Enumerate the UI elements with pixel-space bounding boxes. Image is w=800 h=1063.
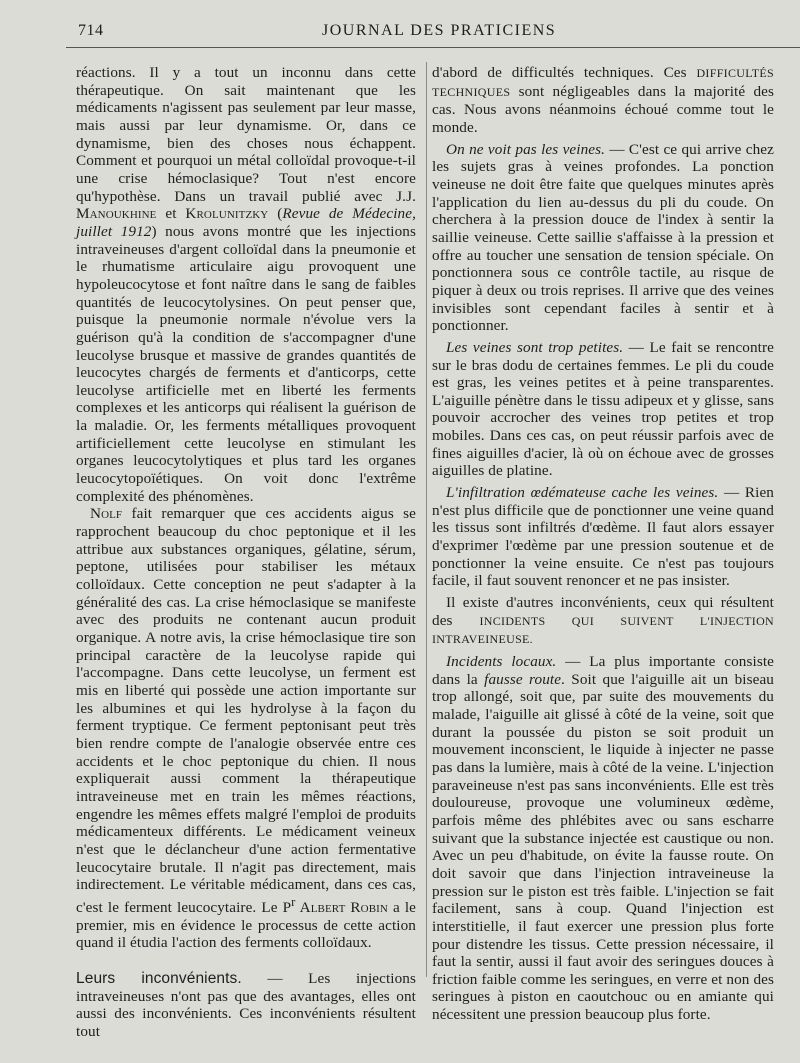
paragraph — [432, 653, 774, 1024]
text-run: d'abord de difficultés techniques. Ces — [432, 64, 697, 81]
text-run: — La plus importante consiste dans la — [432, 653, 774, 688]
text-run: Il existe d'autres inconvénients, ceux qui résultent des — [432, 594, 774, 629]
subheading: On ne voit pas les veines. — [446, 140, 606, 158]
paragraph — [432, 594, 774, 649]
subheading: Les veines sont trop petites. — [446, 338, 624, 356]
text-run: — C'est ce qui arrive chez les sujets gras à veines profondes. La ponction veineuse ne doit être faite que quelques minutes après l'application du lien au-dessus du pli du coude. On cherchera à la pression douce de l'index à sentir la saillie veineuse. Cette saillie s'affaisse à la pression et offre au toucher une sensation de tension spéciale. On ponctionnera sous ce contrôle tactile, au risque de piquer à deux ou trois reprises. Il arrive que des veines invisibles sont cependant faciles à sentir et à ponctionner. — [432, 140, 774, 335]
left-column — [76, 64, 416, 1041]
text-run: a le premier, mis en évidence le processus de cette action quand il étudia l'action des ferments colloïdaux. — [76, 898, 417, 952]
author-name: Manoukhine — [76, 205, 157, 223]
journal-title: JOURNAL DES PRATICIENS — [322, 22, 557, 39]
citation: Revue de Médecine, juillet 1912 — [76, 205, 416, 240]
text-run: fait remarquer que ces accidents aigus se rapprochent beaucoup du choc peptonique et il les attribue aux substances organiques, gélatine, sérum, peptone, utilisées pour stabiliser les métaux colloïdaux. Cette conception ne peut s'adapter à la généralité des cas. La crise hémoclasique se manifeste avec des produits ne contenant aucun produit organique. A notre avis, la crise hémoclasique tire son principal caractère de la leucolyse rapide qui l'accompagne. Dans cette leucolyse, un ferment est mis en liberté qui possède une action importante sur les albumines et qui les hydrolyse à la façon du ferment tryptique. Ce ferment peptonisant peut très bien rendre compte de l'analogie observée entre ces accidents et le choc peptonique du chien. Il nous expliquerait aussi comment la thérapeutique intraveineuse met en train les mêmes réactions, engendre les mêmes effets malgré l'emploi de produits médicamenteux différents. Le médicament veineux n'est que le déclancheur d'une action fermentative leucocytaire brutale. Il n'agit pas directement, mais indirectement. Le véritable médicament, dans ces cas, c'est le ferment leucocytaire. Le P — [76, 505, 416, 916]
right-column — [432, 64, 774, 1024]
author-name: Krolunitzky — [185, 205, 269, 223]
small-caps-term: DIFFICULTÉS TECHNIQUES — [432, 66, 774, 99]
paragraph — [432, 141, 774, 335]
emphasis: fausse route — [484, 670, 562, 688]
text-run: ) nous avons montré que les injections intraveineuses d'argent colloïdal dans la pneumonie et le rhumatisme articulaire aigu provoquent une hypoleucocytose et font naître dans le sang de faibles quantités de leucocytolysines. On peut penser que, puisque la pneumonie normale n'évolue vers la guérison qu'à la condition de s'accompagner d'une leucolyse brusque et massive de grandes quantités de leucocytes chargés de ferments et d'anticorps, cette leucolyse artificielle met en liberté les ferments complexes et les anticorps qui réalisent la guérison de la maladie. Or, les ferments métalliques provoquent artificiellement cette leucolyse en stimulant les organes leucocytolytiques et plus tard les organes leucocytopoïétiques. On voit donc l'extrême complexité des phénomènes. — [76, 222, 416, 505]
superscript: r — [291, 894, 296, 909]
text-run: — Rien n'est plus difficile que de ponctionner une veine quand les tissus sont infiltrés d'œdème. Il faut alors essayer d'exprimer l'œdème par une pression soutenue et de ponctionner la veine ensuite. Ce n'est pas toujours facile, il faut souvent renoncer et ne pas insister. — [432, 484, 774, 590]
text-run: sont négligeables dans la majorité des cas. Nous avons néanmoins échoué comme tout le monde. — [432, 82, 774, 136]
paragraph — [432, 64, 774, 137]
text-run: . Soit que l'aiguille ait un biseau trop allongé, soit que, par suite des mouvements du malade, l'aiguille ait glissé à côté de la veine, soit que durant la poussée du piston se soit produit un mouvement inconscient, le liquide à injecter ne passe pas dans la lumière, mais à côté de la veine. L'injection paraveineuse n'est pas sans inconvénients. Elle est très douloureuse, provoque une volumineux œdème, parfois même des phlébites avec ou sans escharre suivant que la substance injectée est caustique ou non. Avec un peu d'habitude, on évite la fausse route. On doit savoir que dans l'injection intraveineuse la pression sur le piston est très faible. L'injection se fait facilement, sans à coup. Quand l'injection est interstitielle, il faut exercer une pression plus forte pour distendre les tissus. Cette pression nécessaire, il faut la sentir, aussi il faut avoir des seringues douces à friction faible comme les seringues, en verre et non des seringues à piston en caoutchouc ou en amiante qui nécessitent une pression beaucoup plus forte. — [432, 670, 774, 1024]
text-run: ( — [268, 205, 283, 223]
author-name: Nolf — [90, 505, 123, 523]
author-name: Albert Robin — [295, 898, 388, 916]
paragraph — [432, 484, 774, 590]
text-run: réactions. Il y a tout un inconnu dans cette thérapeutique. On sait maintenant que les médicaments n'agissent pas seulement par leur masse, mais aussi par leur dynamisme. Or, dans ce dynamisme, bien des choses nous échappent. Comment et pourquoi un métal colloïdal provoque-t-il une crise hémoclasique? Tout n'est encore qu'hypothèse. Dans un travail publié avec J.J. — [76, 64, 416, 205]
text-run: — Le fait se rencontre sur le bras dodu de certaines femmes. Le pli du coude est gras, les veines petites et à peine transparentes. L'aiguille pénètre dans le tissu adipeux et y glisse, sans pouvoir accrocher des veines trop petites et trop mobiles. Dans ces cas, on peut réussir parfois avec de fines aiguilles d'acier, là où on échoue avec de grosses aiguilles de platine. — [432, 338, 774, 480]
text-run: — Les injections intraveineuses n'ont pas que des avantages, elles ont aussi des inconvénients. Ces inconvénients résultent tout — [76, 969, 416, 1040]
text-run: et — [156, 205, 186, 223]
subheading: L'infiltration œdémateuse cache les veines. — [446, 484, 719, 502]
section-heading: Leurs inconvénients. — [76, 969, 242, 987]
paragraph — [76, 970, 416, 1041]
page-header — [0, 22, 800, 44]
column-divider — [426, 62, 427, 977]
subheading: Incidents locaux. — [446, 653, 557, 670]
page-number: 714 — [78, 22, 104, 39]
header-rule — [66, 47, 800, 48]
paragraph — [76, 505, 416, 951]
small-caps-term: INCIDENTS QUI SUIVENT L'INJECTION INTRAVEINEUSE. — [432, 613, 774, 647]
paragraph — [76, 64, 416, 505]
paragraph — [432, 339, 774, 480]
